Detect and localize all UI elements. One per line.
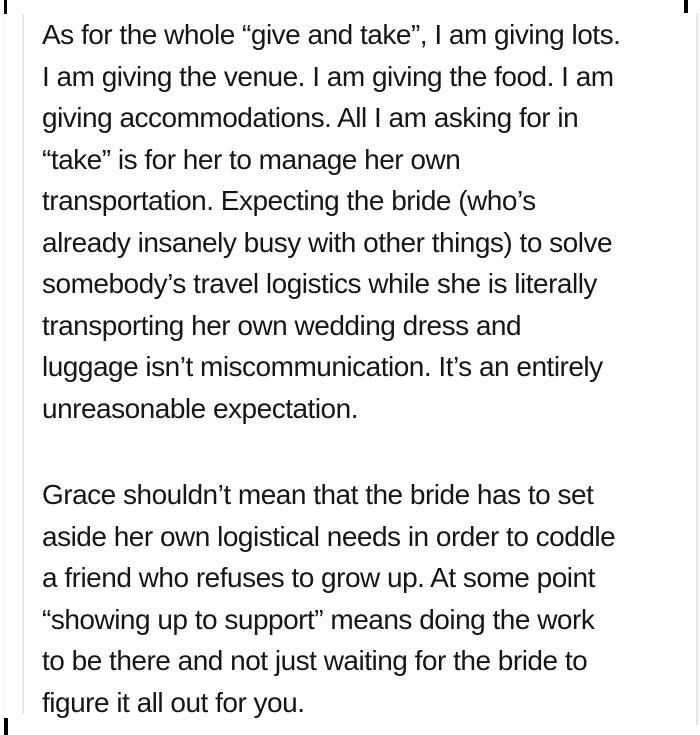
post-paragraph-2: Grace shouldn’t mean that the bride has to set aside her own logistical needs in order to coddle a friend who refuses to grow up. At some point “showing up to support” means doing the work to be there and not just waiting for the bride to figure it all out for you. <box>42 479 616 718</box>
post-body <box>42 14 687 723</box>
post-paragraph-1: As for the whole “give and take”, I am giving lots. I am giving the venue. I am giving the food. I am giving accommodations. All I am asking for in “take” is for her to manage her own transportation. Expecting the bride (who’s already insanely busy with other things) to solve somebody’s travel logistics while she is literally transporting her own wedding dress and luggage isn’t miscommunication. It’s an entirely unreasonable expectation. <box>42 19 621 424</box>
card-border-right <box>696 13 698 725</box>
cropped-box-border-top-right <box>684 0 688 13</box>
cropped-box-border-bottom-left <box>4 718 8 735</box>
cropped-box-border-top-left <box>4 0 7 14</box>
page-border-left-faint <box>4 0 5 735</box>
card-border-left <box>22 14 24 714</box>
